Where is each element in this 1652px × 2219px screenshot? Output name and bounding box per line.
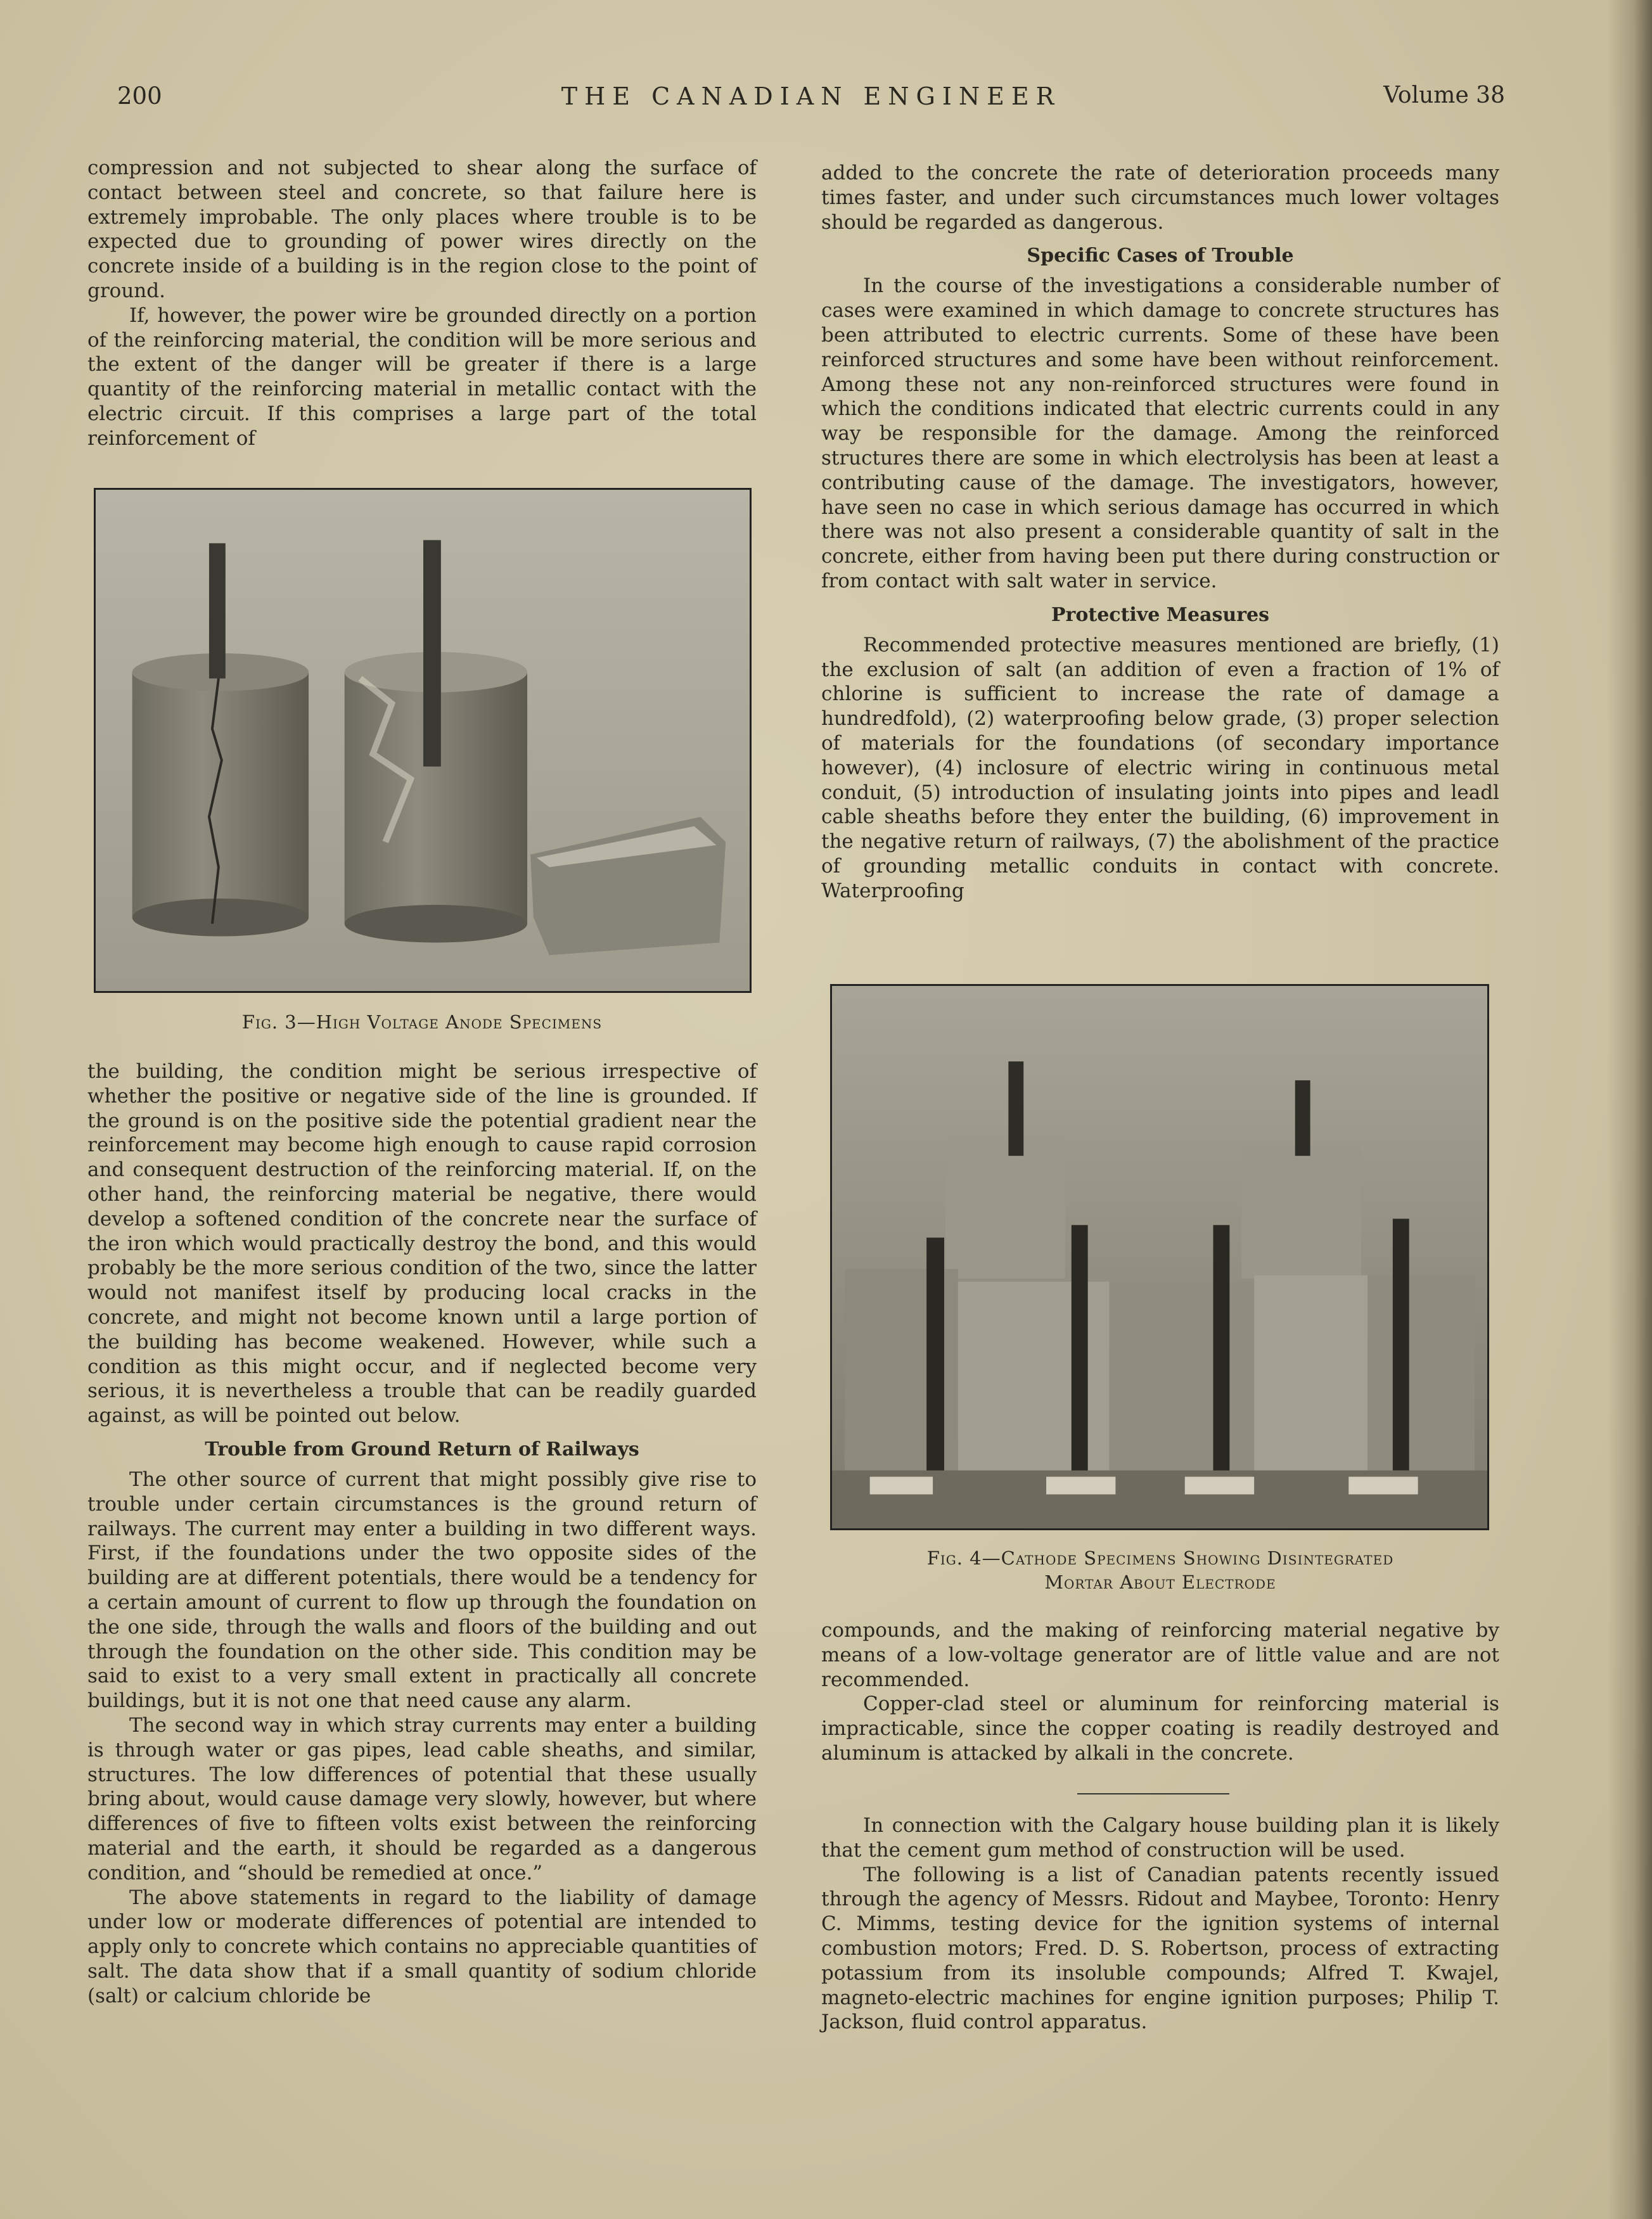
figure-4-caption-wrap bbox=[821, 1546, 1499, 1594]
right-column-notes bbox=[821, 1813, 1499, 2035]
paragraph: added to the concrete the rate of deterioration proceeds many times faster, and under such circumstances much lower voltages should be regarded as dangerous. bbox=[821, 162, 1499, 234]
left-column-top bbox=[87, 156, 757, 451]
right-column-top bbox=[821, 161, 1499, 904]
figure-3-photo bbox=[94, 488, 752, 993]
paragraph: the building, the condition might be serious irrespective of whether the positive or negative side of the line is grounded. If the ground is on the positive side the potential gradient near the reinforcement may become high enough to cause rapid corrosion and consequent destruction of the reinforcing material. If, on the other hand, the reinforcing material be negative, there would develop a softened condition of the concrete near the surface of the iron which would practically destroy the bond, and this would probably be the more serious condition of the two, since the latter would not manifest itself by producing local cracks in the concrete, and might not become known until a large portion of the building has become weakened. However, while such a condition as this might occur, and if neglected become very serious, it is nevertheless a trouble that can be readily guarded against, as will be pointed out below. bbox=[87, 1060, 757, 1428]
paragraph: The following is a list of Canadian patents recently issued through the agency of Messrs. Ridout and Maybee, Toronto: Henry C. Mimms, testing device for the ignition systems of internal combustion motors; Fred. D. S. Robertson, process of extracting potassium from its insoluble compounds; Alfred T. Kwajel, magneto-electric machines for engine ignition purposes; Philip T. Jackson, fluid control apparatus. bbox=[821, 1863, 1499, 2034]
paragraph: In connection with the Calgary house building plan it is likely that the cement gum method of construction will be used. bbox=[821, 1814, 1499, 1862]
paragraph: Recommended protective measures mentioned are briefly, (1) the exclusion of salt (an addition of even a fraction of 1% of chlorine is sufficient to increase the rate of damage a hundredfold), (2) waterproofing below grade, (3) proper selection of materials for the foundations (of secondary importance however), (4) inclosure of electric wiring in continuous metal conduit, (5) introduction of insulating joints into pipes and leadl cable sheaths before they enter the building, (6) improvement in the negative return of railways, (7) the abolishment of the practice of grounding metallic conduits in contact with concrete. Waterproofing bbox=[821, 633, 1499, 902]
paragraph: compounds, and the making of reinforcing material negative by means of a low-voltage generator are of little value and are not recommended. bbox=[821, 1619, 1499, 1691]
cathode-specimens-photo bbox=[832, 986, 1487, 1528]
figure-4-caption-line-2: Mortar About Electrode bbox=[1044, 1571, 1276, 1593]
binding-shadow bbox=[1608, 0, 1652, 2219]
right-column-bottom bbox=[821, 1618, 1499, 1766]
figure-4-photo bbox=[830, 984, 1489, 1530]
page-number: 200 bbox=[117, 82, 162, 110]
section-divider bbox=[1077, 1793, 1229, 1794]
journal-title: THE CANADIAN ENGINEER bbox=[561, 82, 1061, 110]
paragraph: In the course of the investigations a considerable number of cases were examined in which damage to concrete structures has been attributed to electric currents. Some of these have been reinforced structures and some have been without reinforcement. Among these not any non-reinforced structures were found in which the conditions indicated that electric currents could in any way be responsible for the damage. Among the reinforced structures there are some in which electrolysis has been at least a contributing cause of the damage. The investigators, however, have seen no case in which serious damage has occurred in which there was not also present a considerable quantity of salt in the concrete, either from having been put there during construction or from contact with salt water in service. bbox=[821, 274, 1499, 592]
paragraph: The other source of current that might possibly give rise to trouble under certain circumstances is the ground return of railways. The current may enter a building in two different ways. First, if the foundations under the two opposite sides of the building are at different potentials, there would be a tendency for a certain amount of current to flow up through the foundation on the one side, through the walls and floors of the building and out through the foundation on the other side. This condition may be said to exist to a very small extent in practically all concrete buildings, but it is not one that need cause any alarm. bbox=[87, 1468, 757, 1713]
figure-3-caption-wrap bbox=[87, 1010, 757, 1034]
paragraph: Copper-clad steel or aluminum for reinforcing material is impracticable, since the copper coating is readily destroyed and aluminum is attacked by alkali in the concrete. bbox=[821, 1692, 1499, 1765]
paragraph: If, however, the power wire be grounded directly on a portion of the reinforcing material, the condition will be more serious and the extent of the danger will be greater if there is a large quantity of the reinforcing material in metallic contact with the electric circuit. If this comprises a large part of the total reinforcement of bbox=[87, 304, 757, 450]
section-heading: Protective Measures bbox=[1051, 603, 1270, 626]
figure-4-caption-line-1: Fig. 4—Cathode Specimens Showing Disintegrated bbox=[926, 1547, 1394, 1569]
page-header bbox=[117, 82, 1505, 120]
section-heading: Specific Cases of Trouble bbox=[1027, 245, 1294, 267]
paragraph: The second way in which stray currents may enter a building is through water or gas pipes, lead cable sheaths, and similar, structures. The low differences of potential that these usually bring about, would cause damage very slowly, however, but where differences of five to fifteen volts exist between the reinforcing material and the earth, it should be regarded as a dangerous condition, and “should be remedied at once.” bbox=[87, 1713, 757, 1884]
section-heading: Trouble from Ground Return of Railways bbox=[205, 1438, 639, 1461]
anode-specimens-photo bbox=[96, 490, 750, 991]
figure-3-caption: Fig. 3—High Voltage Anode Specimens bbox=[241, 1011, 603, 1033]
volume-label: Volume 38 bbox=[1383, 82, 1505, 108]
paragraph: compression and not subjected to shear along the surface of contact between steel and concrete, so that failure here is extremely improbable. The only places where trouble is to be expected due to grounding of power wires directly on the concrete inside of a building is in the region close to the point of ground. bbox=[87, 157, 757, 302]
left-column-bottom bbox=[87, 1059, 757, 2008]
paragraph: The above statements in regard to the liability of damage under low or moderate differences of potential are intended to apply only to concrete which contains no appreciable quantities of salt. The data show that if a small quantity of sodium chloride (salt) or calcium chloride be bbox=[87, 1886, 757, 2007]
